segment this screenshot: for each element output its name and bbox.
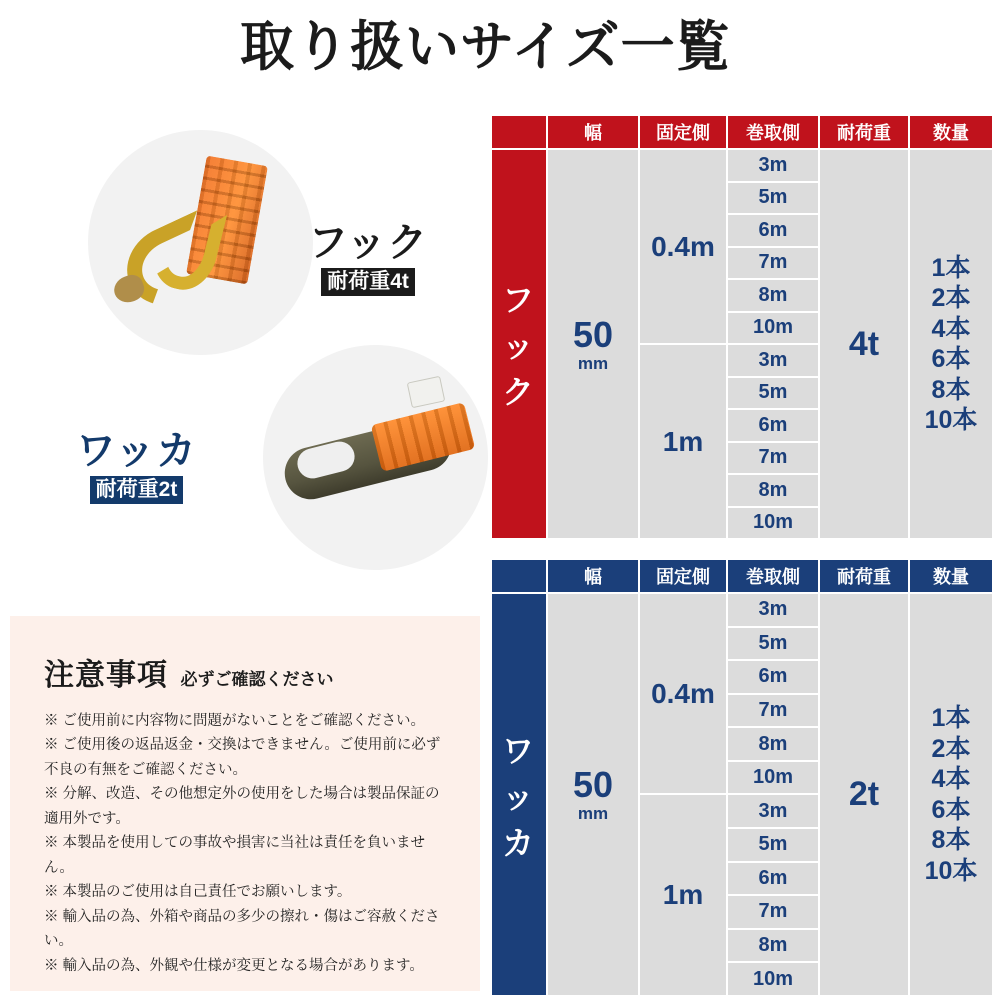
hook-size-table (488, 112, 990, 542)
loop-header-width: 幅 (547, 559, 639, 593)
hook-width-cell (547, 149, 639, 539)
hook-header-load: 耐荷重 (819, 115, 909, 149)
loop-qty-item: 1本 (931, 704, 971, 732)
hook-header-width: 幅 (547, 115, 639, 149)
hook-product-photo (88, 130, 313, 355)
loop-header-fixed: 固定側 (639, 559, 727, 593)
notice-item: ※ 本製品のご使用は自己責任でお願いします。 (44, 884, 352, 901)
loop-qty-item: 10本 (924, 856, 978, 885)
loop-length-b-6: 10m (727, 962, 819, 996)
loop-length-a-5: 8m (727, 727, 819, 761)
notice-item: ※ 輸入品の為、外箱や商品の多少の擦れ・傷はご容赦くださ (44, 908, 440, 925)
notice-item: ※ ご使用前に内容物に問題がないことをご確認ください。 (44, 713, 426, 729)
hook-length-b-1: 3m (727, 344, 819, 377)
loop-callout-subtitle: 耐荷重2t (90, 476, 184, 504)
hook-length-a-4: 7m (727, 247, 819, 280)
page-title: 取り扱いサイズ一覧 (240, 17, 731, 77)
loop-length-b-3: 6m (727, 862, 819, 896)
hook-type-label: フック (491, 149, 547, 539)
notice-list (44, 710, 452, 978)
notice-item: ※ 本製品を使用しての事故や損害に当社は責任を負いませ (44, 835, 426, 852)
hook-callout-subtitle: 耐荷重4t (321, 268, 415, 296)
loop-product-photo (263, 345, 488, 570)
hook-length-b-6: 10m (727, 507, 819, 540)
loop-tag-graphic (407, 376, 446, 409)
hook-qty-item: 6本 (931, 345, 971, 373)
notice-item: ※ ご使用後の返品返金・交換はできません。ご使用前に必ず (44, 737, 441, 754)
hook-callout (308, 222, 428, 296)
loop-qty-item: 4本 (931, 765, 971, 793)
loop-length-b-5: 8m (727, 929, 819, 963)
loop-header-qty: 数量 (909, 559, 993, 593)
loop-type-label: ワッカ (491, 593, 547, 996)
loop-header-load: 耐荷重 (819, 559, 909, 593)
notice-box (10, 616, 480, 991)
loop-width-cell (547, 593, 639, 996)
loop-load-cell: 2t (819, 593, 909, 996)
loop-length-b-4: 7m (727, 895, 819, 929)
hook-fixed-a: 0.4m (639, 149, 727, 344)
hook-qty-item: 10本 (924, 406, 978, 434)
hook-qty-item: 1本 (931, 253, 971, 282)
hook-width-value: 50 (572, 313, 614, 355)
hook-length-a-3: 6m (727, 214, 819, 247)
loop-length-b-2: 5m (727, 828, 819, 862)
notice-item: ん。 (44, 859, 74, 876)
loop-qty-item: 2本 (931, 734, 971, 763)
loop-width-unit: mm (577, 804, 609, 823)
loop-fixed-b: 1m (639, 794, 727, 996)
hook-fixed-b: 1m (639, 344, 727, 539)
hook-length-b-3: 6m (727, 409, 819, 442)
hook-callout-title: フック (308, 221, 429, 265)
loop-length-a-4: 7m (727, 694, 819, 728)
hook-qty-item: 8本 (931, 375, 971, 404)
hook-header-qty: 数量 (909, 115, 993, 149)
notice-item: い。 (44, 933, 73, 950)
loop-length-b-1: 3m (727, 794, 819, 828)
hook-qty-list (910, 253, 992, 436)
loop-qty-item: 8本 (931, 826, 971, 854)
hook-length-b-4: 7m (727, 442, 819, 475)
notice-item: 不良の有無をご確認ください。 (44, 761, 247, 778)
loop-table-corner (491, 559, 547, 593)
loop-length-a-2: 5m (727, 627, 819, 661)
hook-qty-item: 4本 (931, 314, 971, 343)
hook-qty-cell (909, 149, 993, 539)
notice-item: ※ 輸入品の為、外観や仕様が変更となる場合があります。 (44, 957, 424, 974)
notice-title: 注意事項 (44, 659, 168, 692)
hook-length-b-2: 5m (727, 377, 819, 410)
loop-qty-cell (909, 593, 993, 996)
loop-fixed-a: 0.4m (639, 593, 727, 794)
hook-length-a-6: 10m (727, 312, 819, 345)
notice-subtitle: 必ずご確認ください (180, 670, 334, 689)
loop-length-a-1: 3m (727, 593, 819, 627)
loop-qty-item: 6本 (931, 795, 971, 824)
notice-item: 適用外です。 (44, 810, 130, 827)
hook-length-a-2: 5m (727, 182, 819, 215)
hook-header-fixed: 固定側 (639, 115, 727, 149)
hook-width-unit: mm (577, 353, 609, 373)
notice-item: ※ 分解、改造、その他想定外の使用をした場合は製品保証の (44, 786, 440, 803)
hook-length-a-5: 8m (727, 279, 819, 312)
loop-width-value: 50 (572, 764, 614, 805)
hook-load-cell: 4t (819, 149, 909, 539)
loop-length-a-6: 10m (727, 761, 819, 795)
hook-length-a-1: 3m (727, 149, 819, 182)
product-photo-panel (18, 110, 473, 565)
loop-header-winding: 巻取側 (727, 559, 819, 593)
loop-size-table (488, 556, 990, 999)
loop-orange-webbing-graphic (371, 402, 476, 472)
loop-length-a-3: 6m (727, 660, 819, 694)
hook-table-corner (491, 115, 547, 149)
loop-callout (76, 430, 197, 504)
hook-header-winding: 巻取側 (727, 115, 819, 149)
loop-qty-list (910, 703, 992, 886)
hook-qty-item: 2本 (931, 284, 971, 312)
hook-length-b-5: 8m (727, 474, 819, 507)
loop-callout-title: ワッカ (76, 429, 197, 473)
